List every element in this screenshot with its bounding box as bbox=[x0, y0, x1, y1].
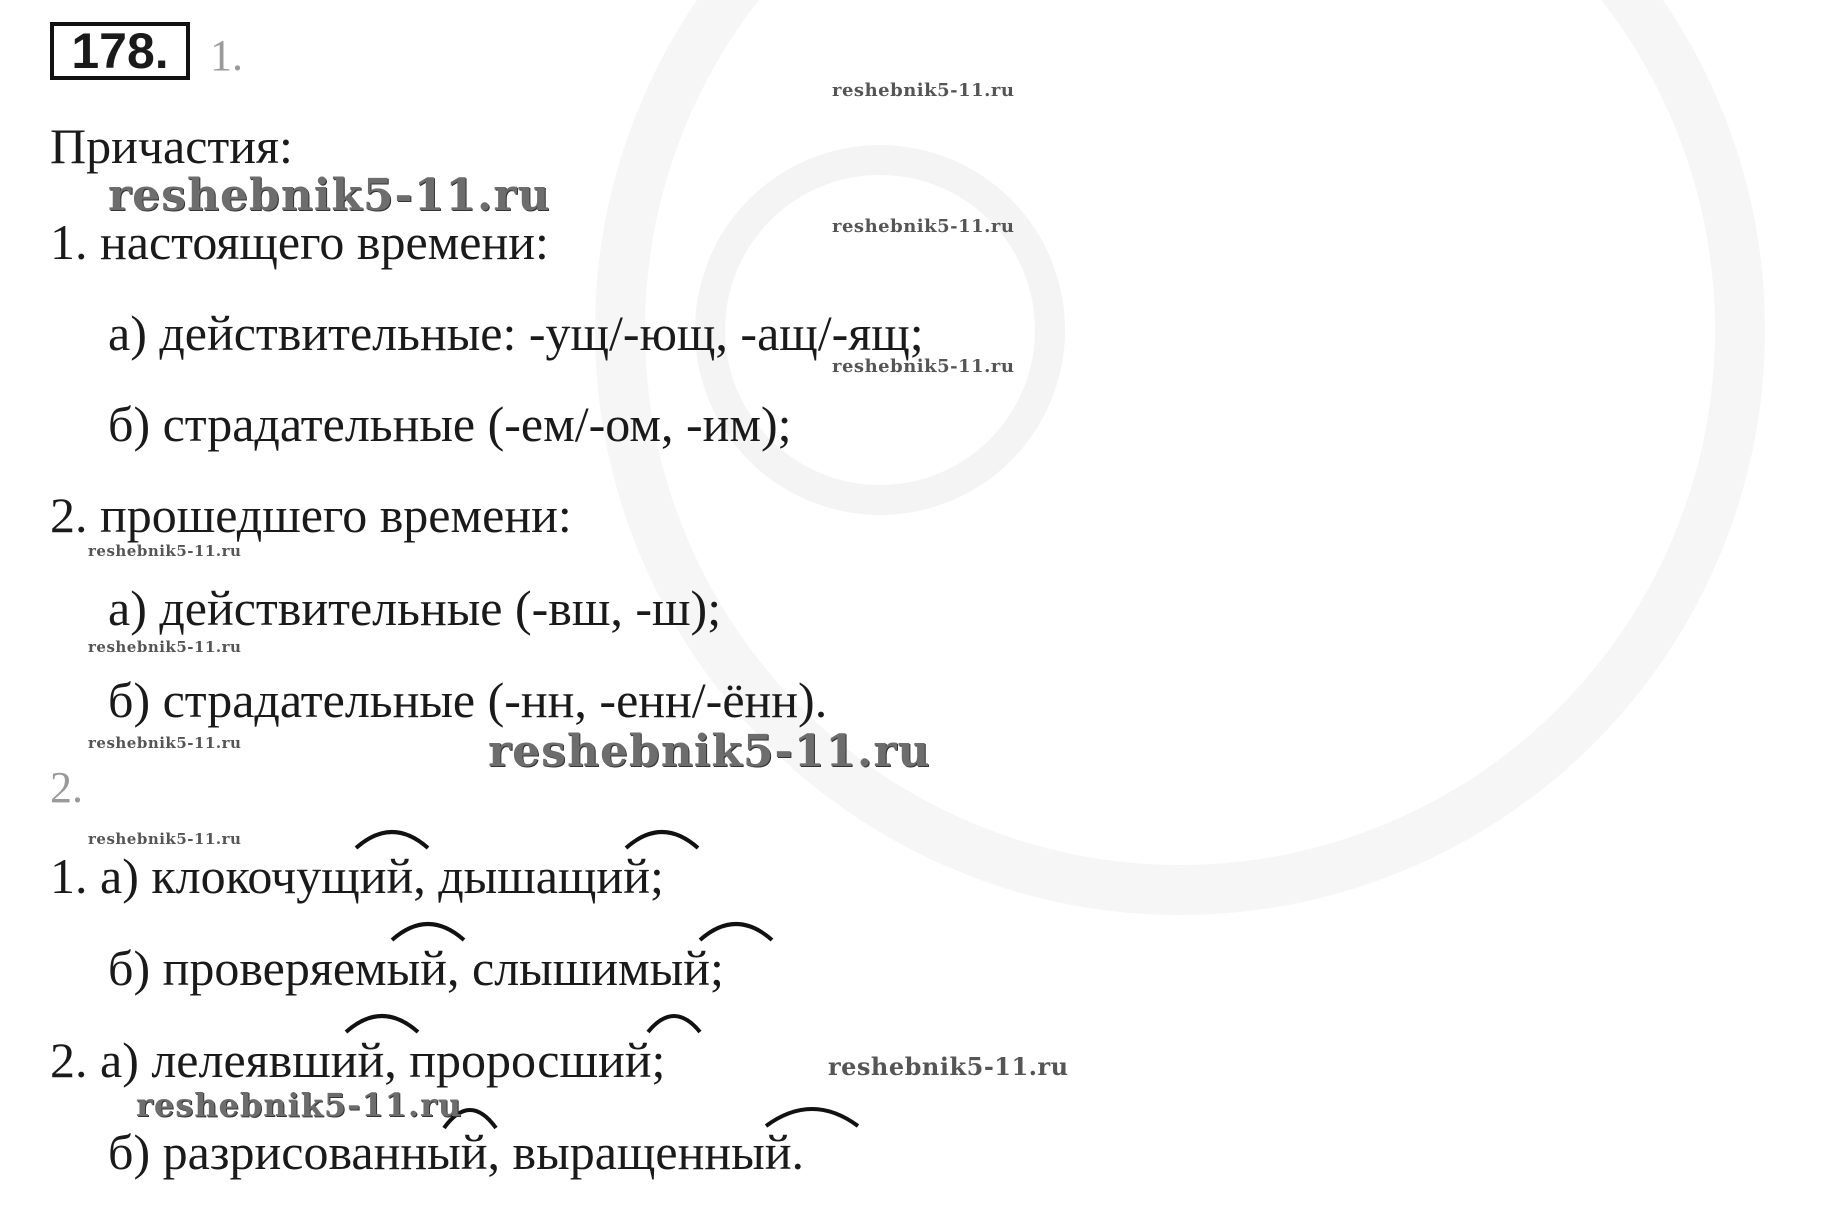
suffix-arc bbox=[644, 1004, 704, 1034]
watermark: reshebnik5-11.ru bbox=[88, 638, 242, 656]
example-past-active: 2. а) лелеявший, проросший; bbox=[50, 1032, 666, 1088]
suffix-arc bbox=[696, 912, 776, 942]
watermark: reshebnik5-11.ru bbox=[108, 170, 551, 221]
participles-heading: Причастия: bbox=[50, 118, 293, 174]
suffix-arc bbox=[352, 820, 432, 850]
watermark: reshebnik5-11.ru bbox=[88, 542, 242, 560]
watermark: reshebnik5-11.ru bbox=[832, 356, 1015, 377]
watermark: reshebnik5-11.ru bbox=[488, 726, 931, 777]
example-present-active: 1. а) клокочущий, дышащий; bbox=[50, 848, 664, 904]
past-passive-item: б) страдательные (-нн, -енн/-ённ). bbox=[108, 672, 828, 728]
suffix-arc bbox=[342, 1004, 422, 1034]
past-tense-item: 2. прошедшего времени: bbox=[50, 487, 572, 543]
task-number-box bbox=[50, 22, 190, 80]
watermark: reshebnik5-11.ru bbox=[88, 830, 242, 848]
present-tense-item: 1. настоящего времени: bbox=[50, 214, 549, 270]
suffix-arc bbox=[622, 820, 702, 850]
suffix-arc bbox=[388, 912, 468, 942]
watermark: reshebnik5-11.ru bbox=[832, 80, 1015, 101]
example-past-passive: б) разрисованный, выращенный. bbox=[108, 1124, 804, 1180]
task-number: 178. bbox=[71, 23, 169, 79]
present-passive-item: б) страдательные (-ем/-ом, -им); bbox=[108, 396, 792, 452]
present-active-item: а) действительные: -ущ/-ющ, -ащ/-ящ; bbox=[108, 305, 924, 361]
watermark: reshebnik5-11.ru bbox=[832, 216, 1015, 237]
past-active-item: а) действительные (-вш, -ш); bbox=[108, 580, 722, 636]
part2-label: 2. bbox=[50, 763, 83, 812]
suffix-arc bbox=[762, 1098, 862, 1128]
example-present-passive: б) проверяемый, слышимый; bbox=[108, 940, 724, 996]
watermark: reshebnik5-11.ru bbox=[88, 734, 242, 752]
watermark: reshebnik5-11.ru bbox=[828, 1052, 1069, 1081]
part1-label: 1. bbox=[210, 31, 243, 80]
watermark: reshebnik5-11.ru bbox=[136, 1086, 463, 1124]
